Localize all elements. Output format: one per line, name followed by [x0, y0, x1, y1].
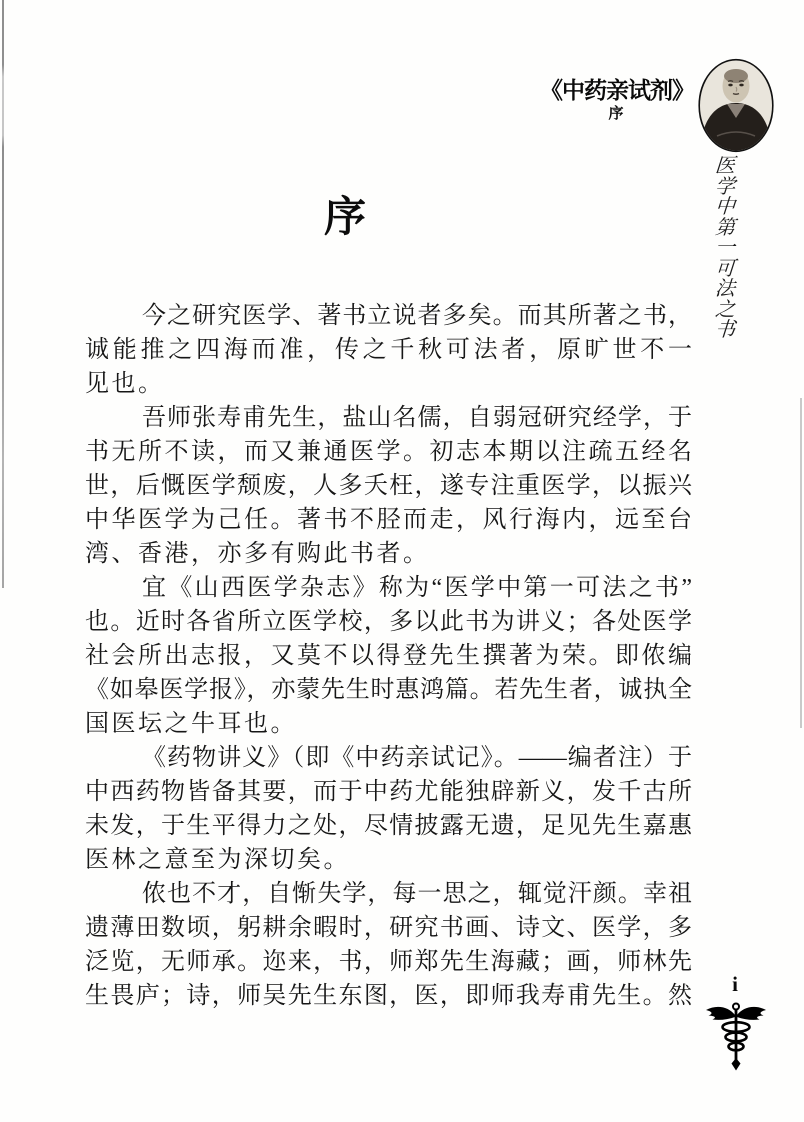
body-line: 未发，于生平得力之处，尽情披露无遗，足见先生嘉惠 — [85, 813, 692, 839]
body-line: 宜《山西医学杂志》称为“医学中第一可法之书” — [142, 575, 692, 601]
body-line: 诚能推之四海而准，传之千秋可法者，原旷世不一 — [85, 337, 692, 363]
page-right-edge-line — [800, 398, 802, 728]
inscription-char: 可 — [714, 257, 736, 280]
inscription-char: 一 — [714, 237, 736, 259]
inscription-char: 书 — [714, 319, 736, 341]
page-left-edge-line — [2, 0, 4, 588]
side-inscription — [710, 156, 740, 341]
body-line: 遗薄田数顷，躬耕余暇时，研究书画、诗文、医学，多 — [85, 915, 692, 941]
body-line: 社会所出志报，又莫不以得登先生撰著为荣。即侬编 — [85, 643, 692, 669]
inscription-char: 学 — [714, 175, 736, 198]
body-line: 书无所不读，而又兼通医学。初志本期以注疏五经名 — [85, 439, 692, 465]
body-line: 今之研究医学、著书立说者多矣。而其所著之书， — [142, 303, 692, 329]
body-line: 湾、香港，亦多有购此书者。 — [85, 541, 430, 567]
body-line: 吾师张寿甫先生，盐山名儒，自弱冠研究经学，于 — [142, 405, 692, 431]
body-line: 见也。 — [85, 371, 165, 397]
author-portrait — [697, 58, 775, 153]
preface-title: 序 — [323, 195, 366, 241]
inscription-char: 之 — [714, 298, 736, 321]
inscription-char: 法 — [714, 278, 736, 300]
header-book-title: 《中药亲试剂》 — [540, 77, 694, 103]
inscription-char: 第 — [714, 216, 736, 239]
body-line: 侬也不才，自惭失学，每一思之，辄觉汗颜。幸祖 — [142, 881, 692, 907]
body-line: 世，后慨医学颓废，人多夭枉，遂专注重医学，以振兴 — [85, 473, 692, 499]
body-line: 生畏庐；诗，师吴先生东图，医，即师我寿甫先生。然 — [85, 983, 692, 1009]
caduceus-icon — [704, 1001, 768, 1071]
body-line: 《药物讲义》（即《中药亲试记》。——编者注）于 — [142, 745, 692, 771]
body-line: 国医坛之牛耳也。 — [85, 711, 297, 737]
body-line: 中华医学为己任。著书不胫而走，风行海内，远至台 — [85, 507, 692, 533]
body-line: 也。近时各省所立医学校，多以此书为讲义；各处医学 — [85, 609, 692, 635]
inscription-char: 中 — [714, 196, 736, 218]
portrait-photo-icon — [697, 58, 775, 153]
body-line: 泛览，无师承。迩来，书，师郑先生海藏；画，师林先 — [85, 949, 692, 975]
inscription-char: 医 — [714, 155, 736, 177]
body-line: 《如皋医学报》，亦蒙先生时惠鸿篇。若先生者，诚执全 — [85, 677, 692, 703]
header-section-label: 序 — [608, 105, 624, 122]
body-text — [85, 299, 692, 1013]
page-number: i — [732, 972, 738, 996]
body-line: 中西药物皆备其要，而于中药尤能独辟新义，发千古所 — [85, 779, 692, 805]
body-line: 医林之意至为深切矣。 — [85, 847, 350, 873]
